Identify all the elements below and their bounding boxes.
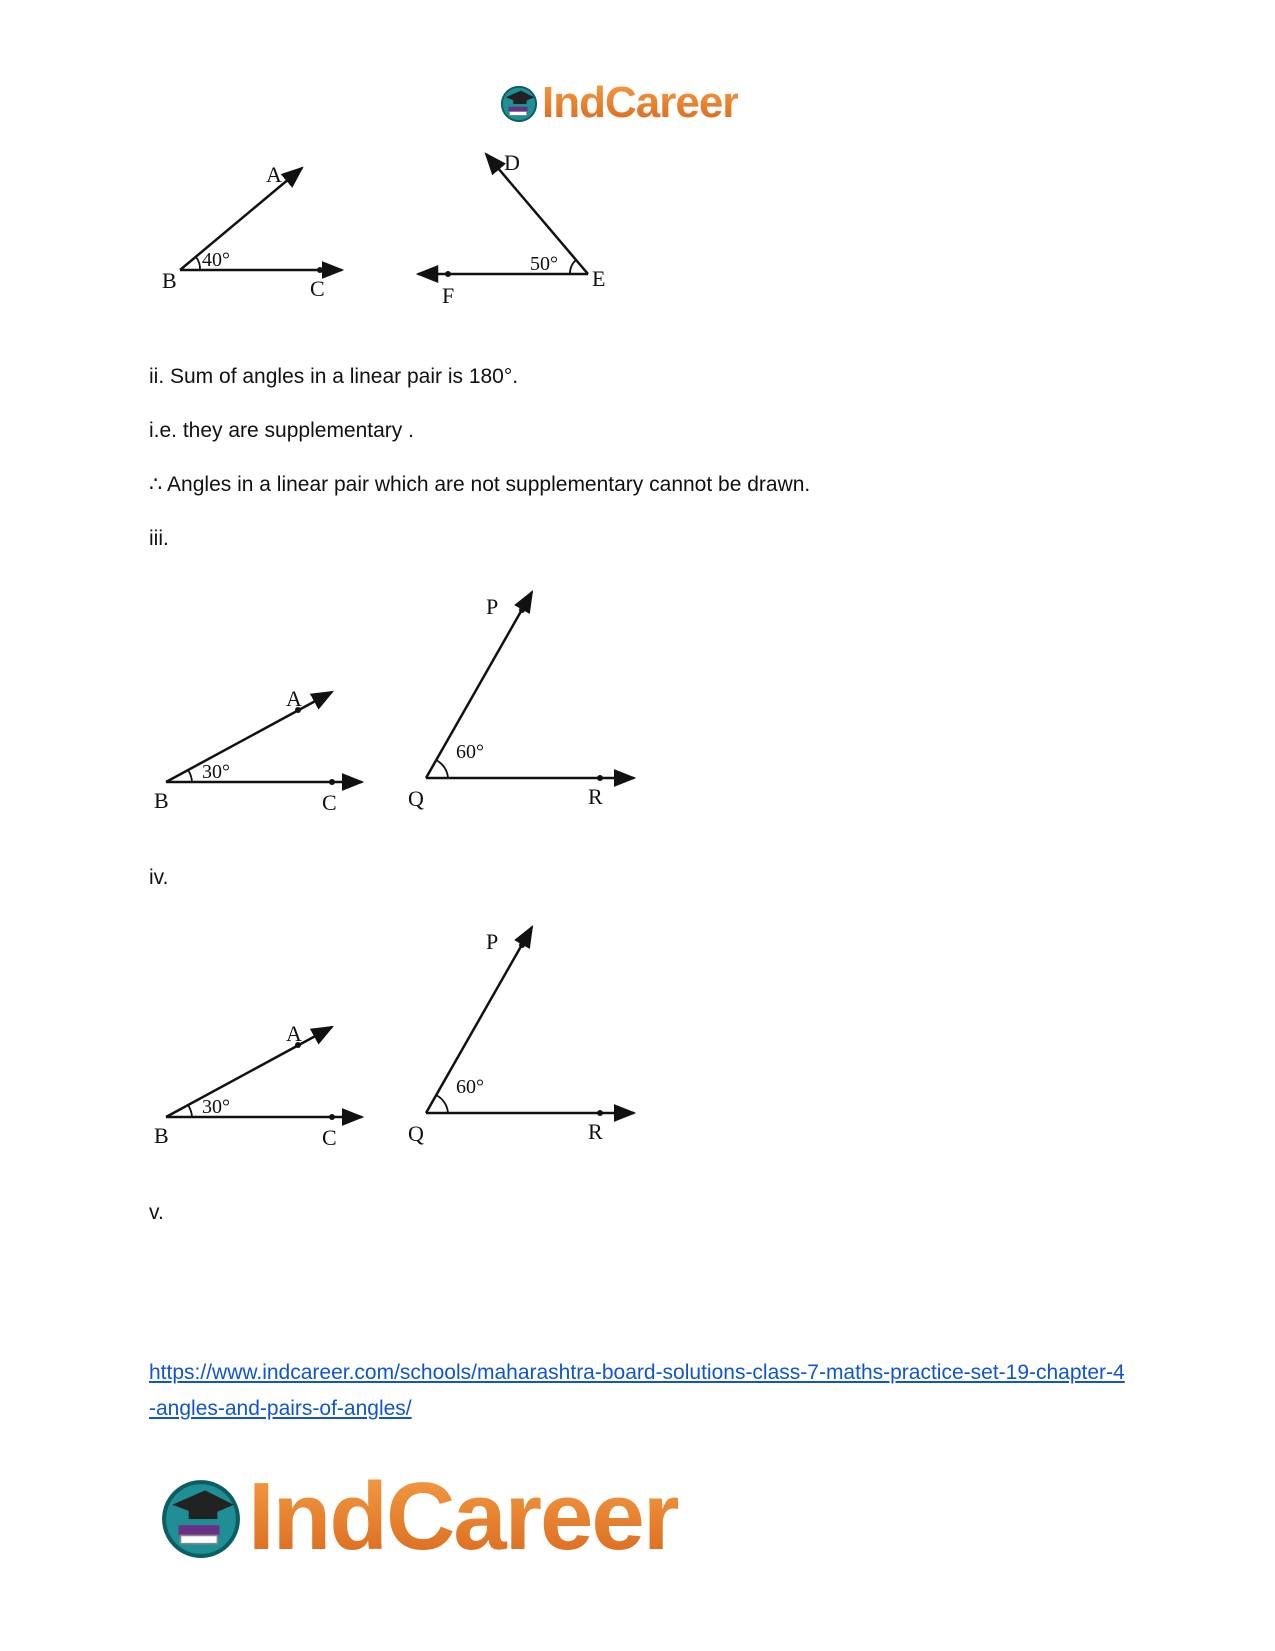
label-c: C <box>322 790 337 815</box>
graduate-globe-icon <box>160 1476 242 1558</box>
angle-pqr <box>408 927 634 1146</box>
source-link[interactable]: https://www.indcareer.com/schools/maharashtra-board-solutions-class-7-maths-practice-set-19-chapter-4-angles-and-pairs-of-angles/ <box>149 1361 1125 1420</box>
label-part-v: v. <box>149 1201 164 1224</box>
angle-abc <box>154 686 362 815</box>
paragraph-supplementary: i.e. they are supplementary . <box>149 419 414 442</box>
label-part-iv: iv. <box>149 866 169 889</box>
angle-measure: 40° <box>202 249 230 271</box>
label-q: Q <box>408 1121 424 1146</box>
label-e: E <box>592 266 606 291</box>
label-r: R <box>588 1119 603 1144</box>
label-d: D <box>504 150 520 175</box>
paragraph-conclusion: ∴ Angles in a linear pair which are not supplementary cannot be drawn. <box>149 473 811 496</box>
angle-measure: 30° <box>202 761 230 783</box>
angle-abc <box>154 1021 362 1150</box>
figure-angles-abc-pqr-iii <box>150 580 650 820</box>
label-c: C <box>322 1125 337 1150</box>
angle-measure: 60° <box>456 1076 484 1098</box>
brand-name: IndCareer <box>542 78 739 127</box>
label-f: F <box>442 283 455 308</box>
label-p: P <box>486 594 499 619</box>
angle-measure: 50° <box>530 253 558 275</box>
footer-logo <box>160 1462 678 1572</box>
figure-angles-abc-pqr-iv <box>150 915 650 1155</box>
angle-def <box>418 150 605 308</box>
label-q: Q <box>408 786 424 811</box>
label-b: B <box>154 788 169 813</box>
graduate-globe-icon <box>500 84 538 122</box>
angle-measure: 60° <box>456 741 484 763</box>
header-logo <box>500 78 738 128</box>
brand-name: IndCareer <box>248 1463 679 1570</box>
label-b: B <box>154 1123 169 1148</box>
angle-abc <box>162 162 342 301</box>
figure-angles-abc-def <box>150 148 650 318</box>
label-p: P <box>486 929 499 954</box>
label-a: A <box>286 1021 302 1046</box>
label-part-iii: iii. <box>149 527 169 550</box>
label-c: C <box>310 276 325 301</box>
angle-measure: 30° <box>202 1096 230 1118</box>
label-a: A <box>266 162 282 187</box>
label-a: A <box>286 686 302 711</box>
label-r: R <box>588 784 603 809</box>
paragraph-linear-pair-sum: ii. Sum of angles in a linear pair is 180°. <box>149 365 519 388</box>
label-b: B <box>162 268 177 293</box>
angle-pqr <box>408 592 634 811</box>
